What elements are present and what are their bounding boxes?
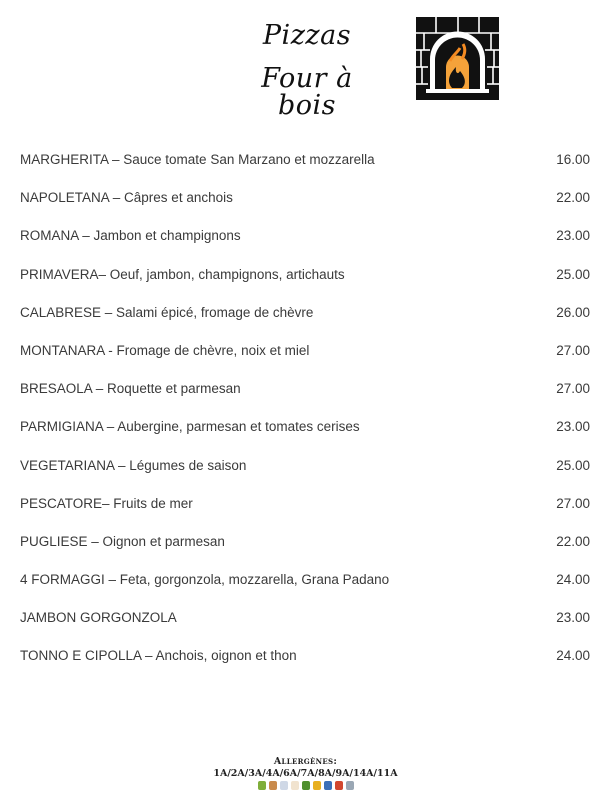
menu-item <box>20 338 592 376</box>
menu-item-name: PARMIGIANA – Aubergine, parmesan et tomates cerises <box>20 419 360 435</box>
menu-item-name: PESCATORE– Fruits de mer <box>20 495 193 511</box>
menu-item-price: 27.00 <box>556 495 590 511</box>
allergens-heading: Allergènes: <box>273 756 338 767</box>
menu-item <box>20 453 592 491</box>
menu-item <box>20 185 592 223</box>
leaf-icon <box>302 781 310 790</box>
menu-item-price: 23.00 <box>556 419 590 435</box>
menu-item-name: CALABRESE – Salami épicé, fromage de chèvre <box>20 304 314 320</box>
menu-item-price: 22.00 <box>556 190 590 206</box>
peanut-icon <box>269 781 277 790</box>
menu-item <box>20 643 592 681</box>
menu-item <box>20 491 592 529</box>
menu-item <box>20 300 592 338</box>
menu-item-price: 26.00 <box>556 304 590 320</box>
allergen-icons <box>0 781 611 790</box>
allergens-section <box>0 756 611 790</box>
egg-icon <box>291 781 299 790</box>
fish-icon <box>324 781 332 790</box>
menu-item-price: 25.00 <box>556 457 590 473</box>
wood-fired-oven-icon <box>416 17 499 100</box>
menu-title <box>232 14 382 119</box>
menu-item-price: 16.00 <box>556 152 590 167</box>
menu-item-name: MARGHERITA – Sauce tomate San Marzano et mozzarella <box>20 152 375 167</box>
menu-item <box>20 376 592 414</box>
menu-item-name: MONTANARA - Fromage de chèvre, noix et miel <box>20 342 310 358</box>
menu-item-price: 24.00 <box>556 572 590 588</box>
menu-item-name: PRIMAVERA– Oeuf, jambon, champignons, artichauts <box>20 266 345 282</box>
menu-item <box>20 262 592 300</box>
shellfish-icon <box>346 781 354 790</box>
menu-item-price: 22.00 <box>556 533 590 549</box>
menu-item-name: ROMANA – Jambon et champignons <box>20 228 241 244</box>
menu-item-price: 23.00 <box>556 228 590 244</box>
title-four-a-bois: Four à bois <box>261 63 353 121</box>
allergen-codes: 1A/2A/3A/4A/6A/7A/8A/9A/14A/11A <box>213 768 398 779</box>
celery-icon <box>258 781 266 790</box>
menu-item-name: BRESAOLA – Roquette et parmesan <box>20 381 241 397</box>
menu-item-name: TONNO E CIPOLLA – Anchois, oignon et thon <box>20 648 297 664</box>
menu-item-name: NAPOLETANA – Câpres et anchois <box>20 190 233 206</box>
crab-icon <box>335 781 343 790</box>
menu-item-price: 24.00 <box>556 648 590 664</box>
menu-item-name: VEGETARIANA – Légumes de saison <box>20 457 247 473</box>
menu-item <box>20 567 592 605</box>
menu-item <box>20 414 592 452</box>
menu-item-name: PUGLIESE – Oignon et parmesan <box>20 533 225 549</box>
menu-item <box>20 223 592 261</box>
menu-item <box>20 147 592 185</box>
milk-icon <box>280 781 288 790</box>
pizza-menu-list <box>20 147 592 682</box>
menu-item-name: JAMBON GORGONZOLA <box>20 610 177 626</box>
menu-item-price: 25.00 <box>556 266 590 282</box>
menu-item-price: 27.00 <box>556 342 590 358</box>
menu-item-price: 27.00 <box>556 381 590 397</box>
menu-item-price: 23.00 <box>556 610 590 626</box>
menu-item-name: 4 FORMAGGI – Feta, gorgonzola, mozzarella, Grana Padano <box>20 572 390 588</box>
menu-item <box>20 529 592 567</box>
mustard-icon <box>313 781 321 790</box>
menu-item <box>20 605 592 643</box>
title-pizzas: Pizzas <box>262 20 352 51</box>
